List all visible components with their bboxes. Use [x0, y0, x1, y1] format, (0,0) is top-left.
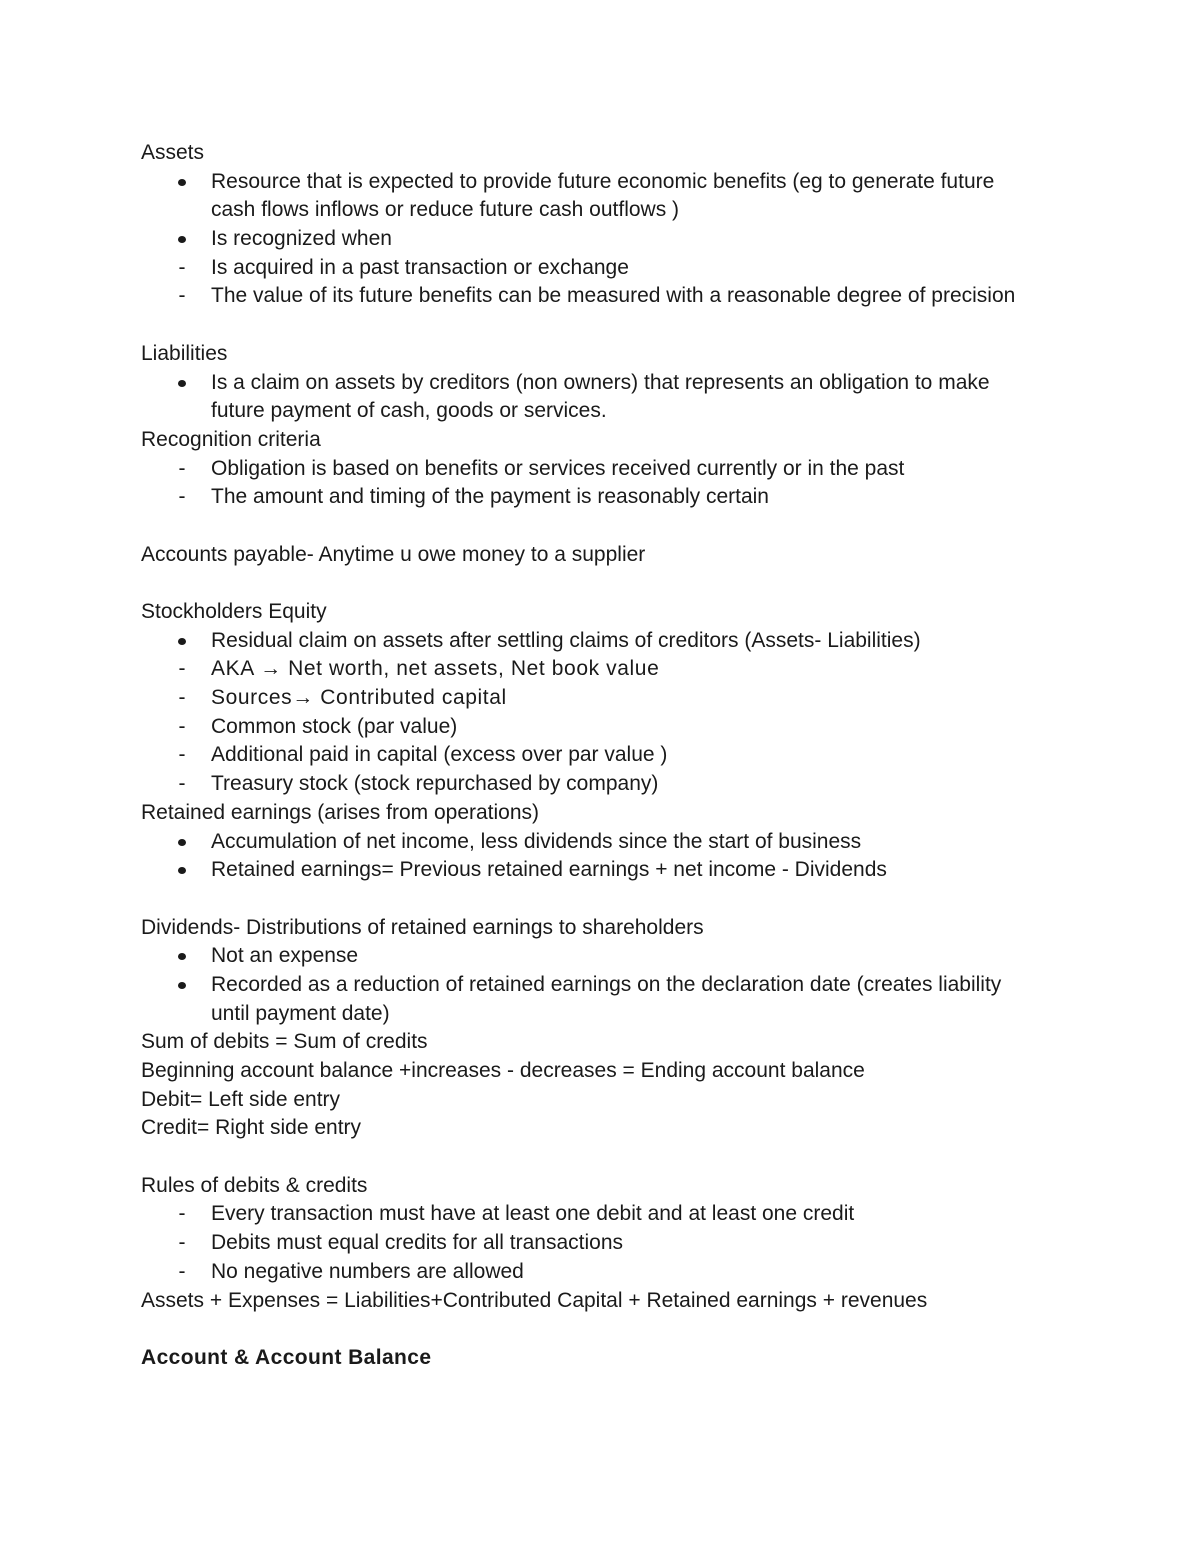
dash-icon: - [178, 1231, 186, 1255]
heading-text: Recognition criteria [141, 427, 321, 451]
dash-item [141, 455, 1071, 484]
dash-item [141, 655, 1071, 684]
heading-line [141, 1086, 1071, 1115]
dash-item [141, 684, 1071, 713]
heading-line [141, 598, 1071, 627]
blank-line [141, 512, 1071, 541]
bullet-item [141, 828, 1071, 857]
list-item-text: Recorded as a reduction of retained earnings on the declaration date (creates liability [211, 972, 1002, 996]
bullet-item [141, 168, 1071, 197]
heading-line [141, 426, 1071, 455]
dash-item [141, 483, 1071, 512]
heading-text: Account & Account Balance [141, 1345, 432, 1369]
blank-line [141, 311, 1071, 340]
dash-icon: - [178, 1202, 186, 1226]
blank-line [141, 1143, 1071, 1172]
list-item-text: Additional paid in capital (excess over par value ) [211, 743, 668, 767]
list-item-text: Every transaction must have at least one debit and at least one credit [211, 1202, 855, 1226]
dash-icon: - [178, 714, 186, 738]
document-body [141, 139, 1071, 1373]
heading-text: Sum of debits = Sum of credits [141, 1030, 428, 1054]
heading-text: Dividends- Distributions of retained earnings to shareholders [141, 915, 704, 939]
heading-line [141, 139, 1071, 168]
bullet-item [141, 225, 1071, 254]
list-item-text: Debits must equal credits for all transactions [211, 1231, 624, 1255]
bullet-item [141, 971, 1071, 1000]
blank-line [141, 1315, 1071, 1344]
heading-line [141, 1172, 1071, 1201]
heading-line [141, 1344, 1071, 1373]
list-item-text: The amount and timing of the payment is reasonably certain [211, 485, 769, 509]
heading-text: Beginning account balance +increases - decreases = Ending account balance [141, 1059, 865, 1082]
dash-item [141, 254, 1071, 283]
heading-text: Retained earnings (arises from operations) [141, 800, 540, 824]
dash-item [141, 1200, 1071, 1229]
list-item-text: Sources→ Contributed capital [211, 686, 507, 710]
list-item-text: No negative numbers are allowed [211, 1259, 524, 1283]
heading-line [141, 1057, 1071, 1086]
dash-item [141, 282, 1071, 311]
list-item-text: Treasury stock (stock repurchased by company) [211, 772, 659, 796]
heading-text: Assets + Expenses = Liabilities+Contributed Capital + Retained earnings + revenues [141, 1288, 928, 1312]
dash-icon: - [178, 743, 186, 767]
list-item-text: Residual claim on assets after settling claims of creditors (Assets- Liabilities) [211, 628, 921, 652]
heading-line [141, 541, 1071, 570]
dash-item [141, 770, 1071, 799]
list-item-continuation [141, 1000, 1071, 1029]
list-item-text: Accumulation of net income, less dividends since the start of business [211, 829, 862, 853]
heading-line [141, 914, 1071, 943]
list-item-text: until payment date) [211, 1001, 390, 1025]
bullet-item [141, 942, 1071, 971]
dash-icon: - [178, 485, 186, 509]
dash-icon: - [178, 772, 186, 796]
list-item-text: Retained earnings= Previous retained earnings + net income - Dividends [211, 858, 887, 882]
dash-item [141, 1229, 1071, 1258]
list-item-continuation [141, 397, 1071, 426]
dash-icon: - [178, 255, 186, 279]
list-item-text: Is a claim on assets by creditors (non owners) that represents an obligation to make [211, 370, 990, 394]
heading-line [141, 799, 1071, 828]
list-item-text: Obligation is based on benefits or services received currently or in the past [211, 456, 905, 480]
heading-text: Credit= Right side entry [141, 1116, 362, 1140]
heading-text: Liabilities [141, 341, 228, 365]
heading-text: Stockholders Equity [141, 600, 327, 623]
dash-item [141, 741, 1071, 770]
dash-icon: - [178, 657, 186, 681]
bullet-item [141, 369, 1071, 398]
heading-line [141, 1028, 1071, 1057]
heading-text: Rules of debits & credits [141, 1173, 368, 1197]
heading-text: Assets [141, 141, 205, 164]
list-item-text: Common stock (par value) [211, 714, 458, 738]
list-item-text: future payment of cash, goods or services. [211, 399, 607, 423]
list-item-text: Not an expense [211, 944, 359, 968]
heading-text: Accounts payable- Anytime u owe money to a supplier [141, 542, 646, 566]
heading-line [141, 340, 1071, 369]
bullet-item [141, 856, 1071, 885]
dash-item [141, 713, 1071, 742]
list-item-continuation [141, 196, 1071, 225]
blank-line [141, 569, 1071, 598]
dash-icon: - [178, 686, 186, 710]
list-item-text: Is recognized when [211, 227, 392, 251]
dash-icon: - [178, 456, 186, 480]
heading-text: Debit= Left side entry [141, 1087, 341, 1111]
dash-icon: - [178, 284, 186, 308]
list-item-text: AKA → Net worth, net assets, Net book value [211, 657, 660, 681]
list-item-text: Resource that is expected to provide future economic benefits (eg to generate future [211, 169, 995, 193]
bullet-item [141, 627, 1071, 656]
dash-icon: - [178, 1259, 186, 1283]
blank-line [141, 885, 1071, 914]
list-item-text: Is acquired in a past transaction or exchange [211, 255, 629, 279]
dash-item [141, 1258, 1071, 1287]
heading-line [141, 1114, 1071, 1143]
heading-line [141, 1287, 1071, 1316]
list-item-text: The value of its future benefits can be measured with a reasonable degree of precision [211, 284, 1016, 308]
list-item-text: cash flows inflows or reduce future cash outflows ) [211, 198, 680, 222]
